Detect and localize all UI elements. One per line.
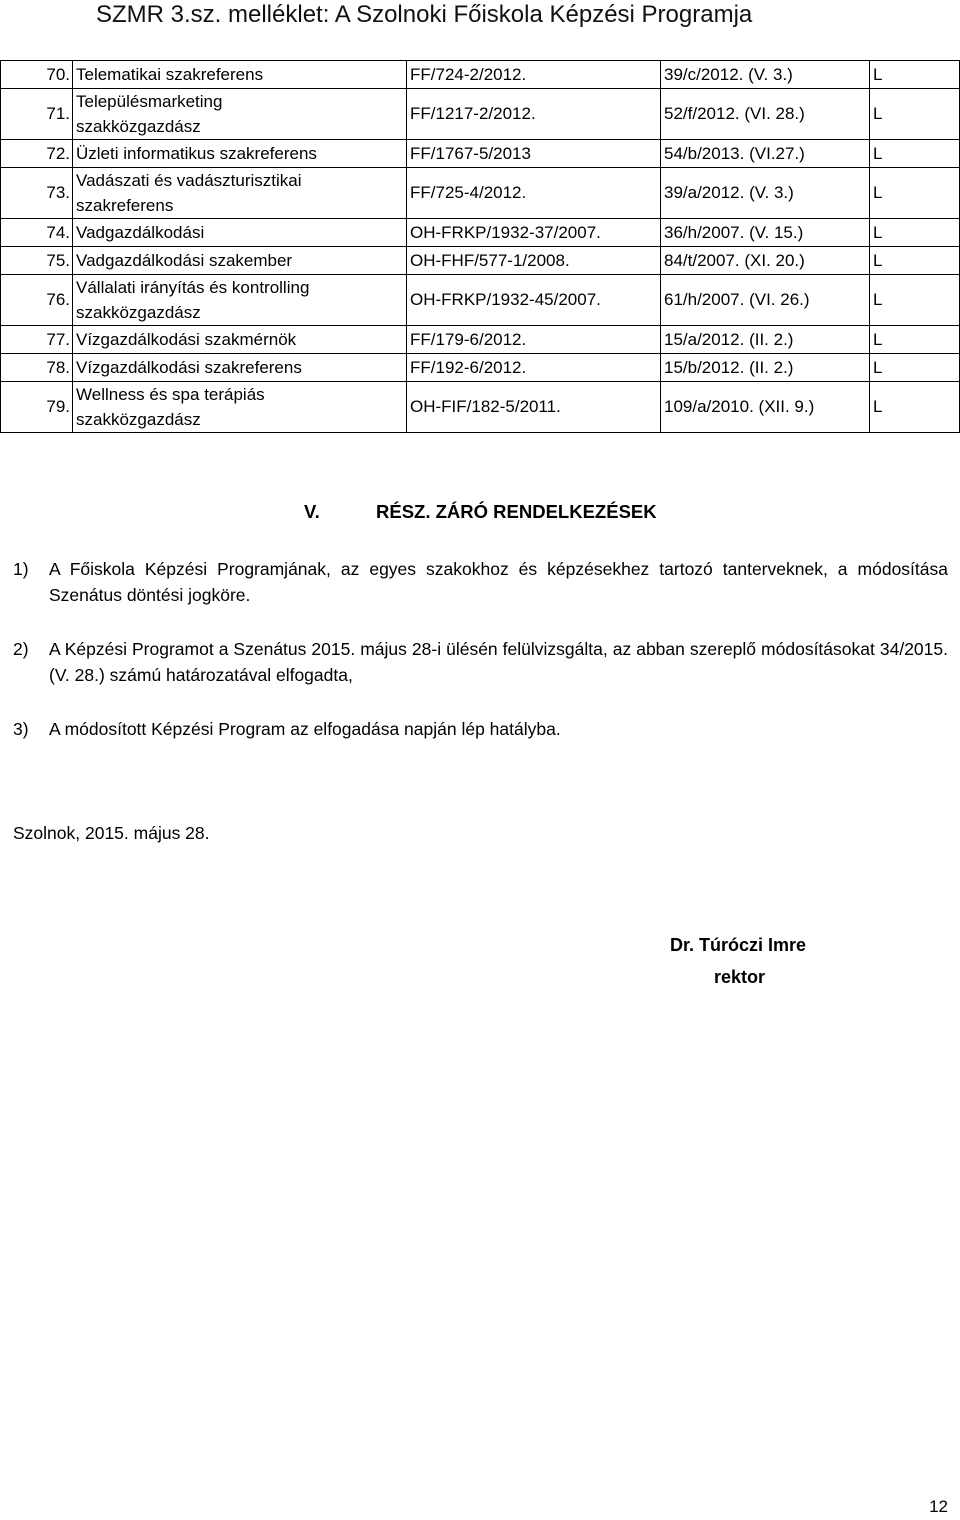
page-number: 12 bbox=[929, 1497, 948, 1516]
resolution-ref: 15/b/2012. (II. 2.) bbox=[661, 354, 870, 382]
page-header-title: SZMR 3.sz. melléklet: A Szolnoki Főiskola Képzési Programja bbox=[96, 1, 753, 28]
program-name: Wellness és spa terápiás szakközgazdász bbox=[73, 382, 407, 433]
provision-paragraph bbox=[13, 556, 948, 608]
signatory-role: rektor bbox=[714, 967, 766, 987]
license-code: FF/1217-2/2012. bbox=[407, 89, 661, 140]
program-name: Vadászati és vadászturisztikai szakreferens bbox=[73, 168, 407, 219]
license-code: FF/725-4/2012. bbox=[407, 168, 661, 219]
row-number: 73. bbox=[1, 168, 73, 219]
resolution-ref: 52/f/2012. (VI. 28.) bbox=[661, 89, 870, 140]
table-row bbox=[1, 89, 960, 140]
license-code: FF/724-2/2012. bbox=[407, 61, 661, 89]
license-code: FF/192-6/2012. bbox=[407, 354, 661, 382]
license-code: OH-FIF/182-5/2011. bbox=[407, 382, 661, 433]
table-row bbox=[1, 354, 960, 382]
table-row bbox=[1, 61, 960, 89]
program-type: L bbox=[870, 89, 960, 140]
license-code: FF/1767-5/2013 bbox=[407, 140, 661, 168]
provision-paragraph bbox=[13, 636, 948, 688]
resolution-ref: 109/a/2010. (XII. 9.) bbox=[661, 382, 870, 433]
license-code: OH-FRKP/1932-45/2007. bbox=[407, 275, 661, 326]
row-number: 77. bbox=[1, 326, 73, 354]
license-code: OH-FRKP/1932-37/2007. bbox=[407, 219, 661, 247]
resolution-ref: 39/a/2012. (V. 3.) bbox=[661, 168, 870, 219]
row-number: 74. bbox=[1, 219, 73, 247]
resolution-ref: 61/h/2007. (VI. 26.) bbox=[661, 275, 870, 326]
program-type: L bbox=[870, 168, 960, 219]
program-name: Vízgazdálkodási szakmérnök bbox=[73, 326, 407, 354]
program-type: L bbox=[870, 382, 960, 433]
program-type: L bbox=[870, 275, 960, 326]
row-number: 70. bbox=[1, 61, 73, 89]
paragraph-index: 2) bbox=[13, 639, 29, 659]
section-part-number: V. bbox=[304, 501, 320, 522]
resolution-ref: 39/c/2012. (V. 3.) bbox=[661, 61, 870, 89]
program-type: L bbox=[870, 61, 960, 89]
program-type: L bbox=[870, 354, 960, 382]
row-number: 75. bbox=[1, 247, 73, 275]
paragraph-text: A módosított Képzési Program az elfogadása napján lép hatályba. bbox=[49, 719, 561, 739]
row-number: 78. bbox=[1, 354, 73, 382]
program-type: L bbox=[870, 326, 960, 354]
place-and-date: Szolnok, 2015. május 28. bbox=[13, 823, 210, 843]
resolution-ref: 84/t/2007. (XI. 20.) bbox=[661, 247, 870, 275]
resolution-ref: 54/b/2013. (VI.27.) bbox=[661, 140, 870, 168]
table-row bbox=[1, 382, 960, 433]
paragraph-index: 1) bbox=[13, 559, 29, 579]
table-row bbox=[1, 326, 960, 354]
program-name: Vízgazdálkodási szakreferens bbox=[73, 354, 407, 382]
row-number: 72. bbox=[1, 140, 73, 168]
license-code: FF/179-6/2012. bbox=[407, 326, 661, 354]
resolution-ref: 15/a/2012. (II. 2.) bbox=[661, 326, 870, 354]
resolution-ref: 36/h/2007. (V. 15.) bbox=[661, 219, 870, 247]
program-name: Telematikai szakreferens bbox=[73, 61, 407, 89]
section-title: RÉSZ. ZÁRÓ RENDELKEZÉSEK bbox=[376, 501, 657, 522]
program-name: Vállalati irányítás és kontrolling szakközgazdász bbox=[73, 275, 407, 326]
table-row bbox=[1, 219, 960, 247]
paragraph-text: A Főiskola Képzési Programjának, az egyes szakokhoz és képzésekhez tartozó tanterveknek, a módosítása Szenátus döntési jogköre. bbox=[49, 559, 948, 605]
program-type: L bbox=[870, 219, 960, 247]
program-name: Üzleti informatikus szakreferens bbox=[73, 140, 407, 168]
provision-paragraph bbox=[13, 716, 948, 742]
table-row bbox=[1, 275, 960, 326]
table-row bbox=[1, 247, 960, 275]
program-type: L bbox=[870, 247, 960, 275]
signature-block bbox=[670, 929, 820, 993]
table-row bbox=[1, 140, 960, 168]
program-name: Vadgazdálkodási szakember bbox=[73, 247, 407, 275]
program-name: Vadgazdálkodási bbox=[73, 219, 407, 247]
row-number: 71. bbox=[1, 89, 73, 140]
signatory-name: Dr. Túróczi Imre bbox=[670, 935, 807, 955]
row-number: 76. bbox=[1, 275, 73, 326]
paragraph-text: A Képzési Programot a Szenátus 2015. május 28-i ülésén felülvizsgálta, az abban szereplő módosításokat 34/2015. (V. 28.) számú határozatával elfogadta, bbox=[49, 639, 948, 685]
row-number: 79. bbox=[1, 382, 73, 433]
registration-table bbox=[0, 60, 960, 433]
program-name: Településmarketing szakközgazdász bbox=[73, 89, 407, 140]
program-type: L bbox=[870, 140, 960, 168]
table-row bbox=[1, 168, 960, 219]
license-code: OH-FHF/577-1/2008. bbox=[407, 247, 661, 275]
paragraph-index: 3) bbox=[13, 719, 29, 739]
